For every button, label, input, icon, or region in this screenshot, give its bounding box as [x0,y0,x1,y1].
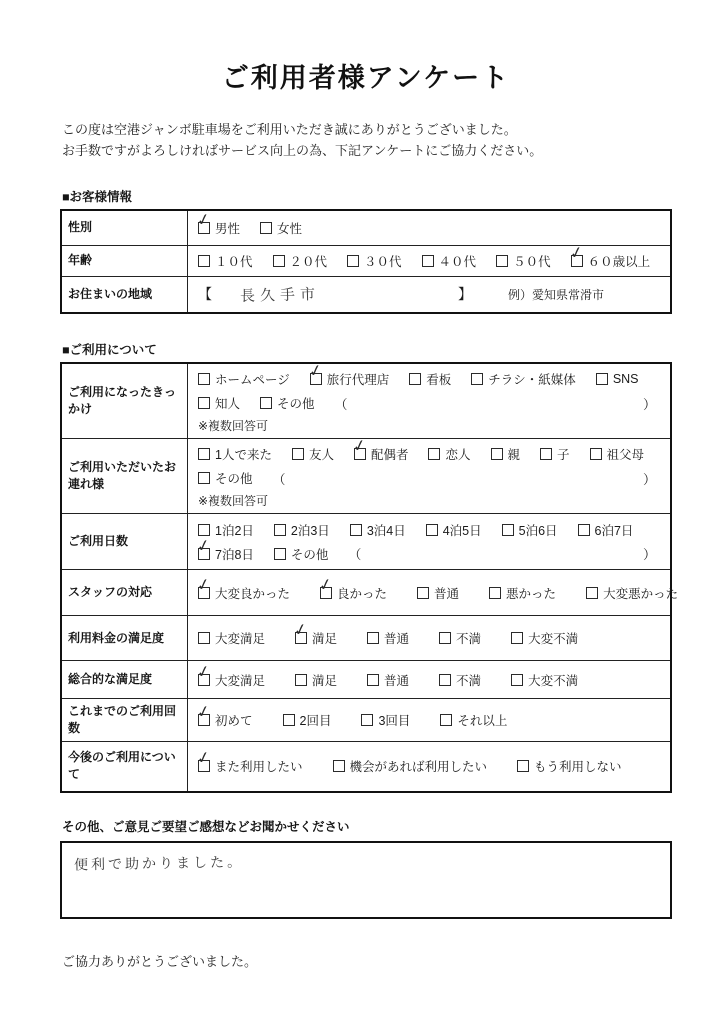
row-label: スタッフの対応 [61,570,188,616]
checkbox-icon [578,524,590,536]
checkmark-icon: ✓ [195,749,212,769]
checkbox-icon [198,255,210,267]
customer-info-heading: ■お客様情報 [62,190,133,204]
checkbox-icon [511,632,523,644]
option-label: 満足 [312,673,338,688]
option-label: 旅行代理店 [326,373,390,387]
checkbox-option[interactable] [347,252,402,270]
option-label: 良かった [337,586,388,601]
checkbox-option[interactable] [198,521,254,539]
checkmark-icon: ✓ [307,361,324,382]
option-label: 不満 [456,632,482,646]
checkbox-option[interactable] [489,584,556,602]
checkbox-option[interactable] [195,662,266,689]
closing-text: ご協力ありがとうございました。 [62,953,258,969]
option-label: 親 [507,448,521,462]
multi-answer-note: ※複数回答可 [198,418,269,433]
option-line [198,282,660,306]
checkbox-icon [428,448,440,460]
option-label: 女性 [277,221,303,236]
checkbox-option[interactable] [351,436,409,463]
option-label: ２０代 [289,254,328,269]
checkbox-option[interactable] [198,445,272,463]
checkbox-icon [283,714,295,726]
customer-info-table [60,209,672,314]
checkbox-icon [347,255,359,267]
option-label: 1人で来た [215,448,272,462]
option-label: 恋人 [445,448,471,462]
table-row [61,570,671,616]
option-line [198,466,660,490]
option-label: その他 [277,397,315,411]
option-label: 子 [557,448,570,462]
table-row [61,363,671,439]
checkbox-icon [590,448,602,460]
checkmark-icon: ✓ [317,575,334,595]
option-label: ６０歳以上 [587,254,651,269]
row-content [188,661,672,699]
option-label: 7泊8日 [215,547,254,562]
option-label: 大変不満 [528,673,579,688]
row-label: お住まいの地域 [61,276,188,313]
checkbox-icon [361,714,373,726]
checkbox-option[interactable] [195,749,303,775]
option-line [198,415,660,435]
paren-close: ） [642,471,656,487]
option-label: ホームページ [215,373,290,387]
checkbox-checked-icon [292,620,309,644]
checkbox-option[interactable] [440,711,507,729]
option-label: 悪かった [506,586,557,601]
checkbox-icon [540,448,552,460]
option-line [198,490,660,510]
checkbox-icon [273,255,285,267]
paren-open: （ [334,396,348,412]
checkbox-icon [274,524,286,536]
option-label: 配偶者 [370,448,409,462]
checkbox-option[interactable] [586,584,678,602]
checkbox-option[interactable] [417,584,459,602]
checkbox-checked-icon [195,749,212,772]
checkbox-icon [367,632,379,644]
option-label: 普通 [434,586,460,601]
option-label: １０代 [215,254,253,269]
table-row [61,439,671,514]
row-content [188,436,672,514]
checkbox-option[interactable] [367,629,409,647]
checkbox-icon [489,587,501,599]
checkbox-option[interactable] [198,629,265,647]
checkbox-option[interactable] [198,394,240,412]
row-label: 利用料金の満足度 [61,616,188,661]
checkmark-icon: ✓ [195,575,212,595]
checkmark-icon: ✓ [195,702,212,723]
checkbox-option[interactable] [578,521,634,539]
checkbox-option[interactable] [317,575,388,602]
checkbox-option[interactable] [439,671,481,689]
option-label: 大変不満 [528,632,579,646]
checkbox-icon [439,674,451,686]
option-line [195,702,660,732]
checkbox-checked-icon [195,210,212,234]
checkbox-icon [417,587,429,599]
row-content [188,699,672,742]
checkbox-option[interactable] [496,252,551,270]
checkbox-option[interactable] [350,521,406,539]
row-content [188,570,679,616]
row-label: ご利用になったきっかけ [61,363,188,439]
checkbox-icon [292,448,304,460]
option-label: また利用したい [215,760,303,775]
row-content [188,742,672,792]
option-line [198,620,660,650]
option-label: 4泊5日 [442,523,482,538]
checkbox-option[interactable] [260,394,315,412]
option-label: 大変良かった [215,586,291,601]
checkbox-option[interactable] [517,757,622,775]
checkbox-option[interactable] [274,545,329,563]
checkmark-icon: ✓ [292,620,309,641]
table-row [61,742,671,792]
checkbox-icon [409,373,421,385]
checkbox-option[interactable] [511,629,578,647]
checkbox-icon [198,448,210,460]
table-row [61,276,671,313]
checkbox-option[interactable] [491,445,521,463]
option-label: SNS [612,372,639,386]
checkbox-option[interactable] [540,445,570,463]
region-example: 例）愛知県常滑市 [507,287,604,302]
checkbox-icon [517,760,529,772]
intro-line-1: この度は空港ジャンボ駐車場をご利用いただき誠にありがとうございました。 [62,122,517,137]
option-line [195,575,679,605]
checkbox-icon [502,524,514,536]
intro-text [62,119,672,161]
checkbox-option[interactable] [567,243,651,270]
checkbox-option[interactable] [195,536,254,563]
checkbox-icon [260,222,272,234]
option-line [198,518,660,542]
checkbox-icon [198,373,210,385]
table-row [61,661,671,699]
paren-close: ） [642,547,656,562]
option-line [198,361,660,391]
checkbox-icon [274,548,286,560]
checkbox-icon [586,587,598,599]
checkbox-icon [350,524,362,536]
checkbox-option[interactable] [295,671,337,689]
usage-table [60,361,679,793]
checkbox-checked-icon [195,575,212,599]
checkbox-option[interactable] [502,521,558,539]
checkbox-option[interactable] [195,702,253,729]
checkbox-icon [596,373,608,385]
row-content [188,363,672,439]
table-row [61,616,671,661]
region-value[interactable]: 長久手市 [239,284,321,305]
checkbox-icon [511,674,523,686]
option-line [195,210,660,240]
page-title: ご利用者様アンケート [221,63,511,93]
row-content [188,514,672,570]
option-label: 祖父母 [606,448,645,462]
option-label: 初めて [215,714,253,728]
option-label: 大変悪かった [603,586,679,601]
checkbox-icon [198,524,210,536]
checkbox-checked-icon [351,436,368,460]
bracket-close-icon: 】 [457,286,472,303]
comments-value: 便利で助かりました。 [73,854,245,873]
checkbox-icon [198,472,210,484]
option-label: 2回目 [299,714,332,728]
option-label: ４０代 [438,254,477,269]
checkbox-checked-icon [195,662,212,686]
checkbox-option[interactable] [471,370,576,388]
checkbox-option[interactable] [273,252,328,270]
intro-line-2: お手数ですがよろしければサービス向上の為、下記アンケートにご協力ください。 [62,143,543,158]
usage-heading: ■ご利用について [62,343,157,357]
row-label: ご利用日数 [61,514,188,570]
checkmark-icon: ✓ [195,210,212,230]
table-row [61,210,671,245]
option-label: その他 [290,547,329,562]
checkbox-option[interactable] [409,370,451,388]
checkbox-option[interactable] [422,252,477,270]
comments-box[interactable] [60,841,672,919]
option-label: もう利用しない [534,760,622,775]
checkbox-option[interactable] [439,629,481,647]
checkbox-icon [198,397,210,409]
option-label: 看板 [426,373,452,387]
table-row [61,514,671,570]
option-line [198,436,660,466]
option-label: 6泊7日 [594,523,634,538]
row-label: 今後のご利用について [61,742,188,792]
checkmark-icon: ✓ [195,662,212,682]
checkbox-checked-icon [195,536,212,560]
option-label: 満足 [312,632,338,646]
checkbox-option[interactable] [428,445,470,463]
checkbox-option[interactable] [511,671,578,689]
option-label: 友人 [308,448,334,462]
row-label: ご利用いただいたお連れ様 [61,439,188,514]
checkbox-option[interactable] [590,445,645,463]
checkbox-option[interactable] [596,372,639,386]
row-content [188,245,672,276]
comments-heading: その他、ご意見ご要望ご感想などお聞かせください [62,819,350,834]
option-label: 1泊2日 [215,523,254,538]
checkmark-icon: ✓ [567,243,585,263]
row-label: 性別 [61,210,188,245]
option-label: ３０代 [364,254,402,269]
checkbox-icon [260,397,272,409]
checkbox-option[interactable] [283,711,332,729]
checkbox-icon [439,632,451,644]
checkbox-icon [295,674,307,686]
checkbox-option[interactable] [198,370,290,388]
checkbox-option[interactable] [426,521,482,539]
checkbox-icon [426,524,438,536]
checkbox-icon [333,760,345,772]
checkbox-option[interactable] [260,219,302,237]
option-label: 大変満足 [215,632,266,646]
checkbox-option[interactable] [198,469,253,487]
checkbox-icon [491,448,503,460]
bracket-open-icon: 【 [198,286,212,303]
checkbox-checked-icon [317,575,334,599]
option-label: 知人 [215,397,241,411]
checkbox-icon [471,373,483,385]
checkbox-icon [422,255,434,267]
checkbox-checked-icon [195,702,212,726]
table-row [61,245,671,276]
row-content [188,210,672,245]
paren-close: ） [642,396,656,412]
checkmark-icon: ✓ [195,536,212,556]
option-line [195,536,660,566]
option-label: 普通 [384,632,410,646]
checkbox-icon [198,632,210,644]
option-line [198,243,660,273]
checkbox-icon [440,714,452,726]
row-label: 年齢 [61,245,188,276]
checkbox-option[interactable] [307,361,390,388]
option-label: 不満 [456,673,482,688]
checkbox-option[interactable] [333,757,488,775]
checkbox-checked-icon [307,361,324,385]
option-label: 普通 [384,673,410,688]
option-label: 男性 [215,221,241,236]
checkbox-icon [496,255,508,267]
option-line [198,391,660,415]
option-label: その他 [215,472,253,486]
row-content [188,616,672,661]
option-label: 3回目 [378,714,411,728]
option-label: 5泊6日 [518,523,558,538]
paren-open: （ [272,471,286,487]
checkbox-checked-icon [567,243,585,267]
checkbox-option[interactable] [361,711,410,729]
checkbox-option[interactable] [195,575,291,602]
checkbox-option[interactable] [198,252,253,270]
checkbox-option[interactable] [292,445,334,463]
option-label: 2泊3日 [290,523,330,538]
row-label: これまでのご利用回数 [61,699,188,742]
row-label: 総合的な満足度 [61,661,188,699]
table-row [61,699,671,742]
option-label: 3泊4日 [366,523,406,538]
checkbox-option[interactable] [274,521,330,539]
option-label: 機会があれば利用したい [349,760,488,775]
option-label: チラシ・紙媒体 [488,373,576,387]
checkbox-icon [367,674,379,686]
checkmark-icon: ✓ [351,436,368,457]
row-content [188,276,672,313]
option-label: ５０代 [513,254,551,269]
multi-answer-note: ※複数回答可 [198,493,269,508]
paren-open: （ [348,547,362,562]
option-label: それ以上 [457,714,508,728]
checkbox-option[interactable] [292,620,338,647]
checkbox-option[interactable] [195,210,241,237]
option-line [195,749,660,778]
option-label: 大変満足 [215,673,266,688]
option-line [195,662,660,692]
checkbox-option[interactable] [367,671,409,689]
